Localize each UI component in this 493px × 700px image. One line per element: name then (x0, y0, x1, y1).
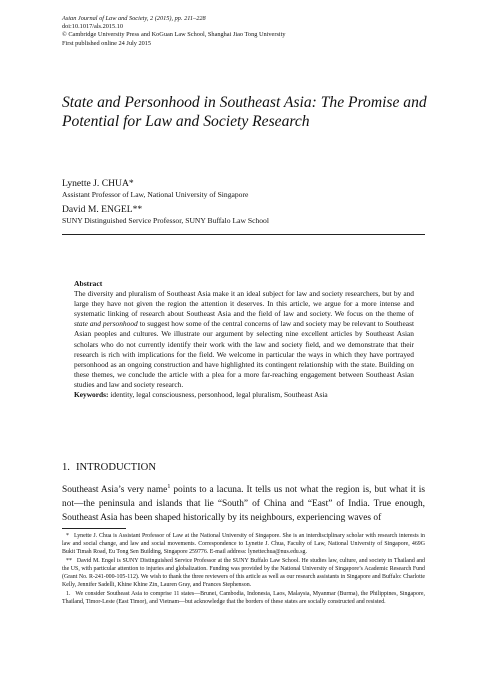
published-date-line: First published online 24 July 2015 (62, 39, 152, 47)
article-title: State and Personhood in Southeast Asia: The Promise and Potential for Law and Society Research (62, 94, 427, 130)
footnote-text: We consider Southeast Asia to comprise 11 states—Brunei, Cambodia, Indonesia, Laos, Malaysia, Myanmar (Burma), the Philippines, Singapore, Thailand, Timor-Leste (East Timor), and Vietnam—but acknowledge that the borders of these states are socially constructed and resisted. (62, 590, 425, 605)
author-affiliation: SUNY Distinguished Service Professor, SUNY Buffalo Law School (62, 216, 269, 225)
section-heading (62, 461, 162, 474)
author-name: Lynette J. CHUA* (62, 178, 134, 189)
footnote (62, 591, 425, 607)
footnote-mark: ** (66, 558, 72, 565)
footnote-ref[interactable]: 1 (167, 483, 171, 490)
footnote-mark: 1. (66, 590, 71, 597)
keywords-label: Keywords: (74, 390, 109, 400)
body-text-part: Southeast Asia’s very name (62, 485, 168, 495)
author-affiliation: Assistant Professor of Law, National University of Singapore (62, 190, 249, 199)
footnotes-section (62, 533, 425, 608)
author-block-1 (62, 178, 442, 200)
footnote-text: Lynette J. Chua is Assistant Professor of Law at the National University of Singapore. She is an interdisciplinary scholar with research interests in law and social change, and law and social movements. Correspondence to Lynette J. Chua, Faculty of Law, National University of Singapore, 469G Bukit Timah Road, Eu Tong Sen Building, Singapore 259776. E-mail address: lynettechua@nus.edu.sg. (62, 533, 425, 555)
abstract-text (74, 289, 414, 390)
footnote-mark: * (66, 533, 69, 539)
footnote (62, 533, 425, 557)
author-block-2 (62, 204, 442, 226)
abstract-heading: Abstract (74, 279, 103, 288)
footnote-text: David M. Engel is SUNY Distinguished Service Professor at the SUNY Buffalo Law School. He studies law, culture, and society in Thailand and the US, with particular attention to injuries and globalization. Funding was provided by the National University of Singapore’s Academic Research Fund (Grant No. R-241-000-105-112). We wish to thank the three reviewers of this article as well as our research assistants in Singapore and Buffalo: Charlotte Kelly, Jennifer Sadelli, Khine Khine Zin, Lauren Gray, and Frances Stephenson. (62, 558, 425, 588)
abstract-text-part: The diversity and pluralism of Southeast Asia make it an ideal subject for law and society researchers, but by and large they have not given the region the attention it deserves. In this article, we argue for a more intense and systematic linking of research about Southeast Asia and the field of law and society. We focus on the theme of (74, 289, 414, 319)
abstract-italic-term: state and personhood (74, 319, 138, 329)
abstract-section (74, 279, 414, 400)
body-text-part: points to a lacuna. It tells us not what the region is, but what it is not—the peninsula and islands that lie “South” of China and “East” of India. True enough, Southeast Asia has been shaped historically by its neighbours, experiencing waves of (62, 485, 425, 524)
header-divider (62, 234, 425, 235)
author-name: David M. ENGEL** (62, 204, 143, 215)
footnote (62, 558, 425, 589)
copyright-line: © Cambridge University Press and KoGuan Law School, Shanghai Jiao Tong University (62, 31, 286, 39)
keywords-list: identity, legal consciousness, personhood, legal pluralism, Southeast Asia (110, 390, 328, 400)
footnote-divider (62, 528, 126, 529)
keywords-line (74, 390, 414, 400)
section-number: 1. (62, 462, 70, 473)
doi-line[interactable]: doi:10.1017/als.2015.10 (62, 23, 124, 31)
body-paragraph (62, 483, 425, 526)
abstract-text-part: to suggest how some of the central concerns of law and society may be relevant to Southeast Asian peoples and cultures. We illustrate our argument by selecting nine excellent articles by Southeast Asian scholars who do not currently identify their work with the law and society field, and we demonstrate that their research is rich with implications for the field. We welcome in particular the ways in which they have portrayed personhood as an ongoing construction and have highlighted its contingent relationship with the state. Building on these themes, we conclude the article with a plea for a more far-reaching engagement between Southeast Asian studies and law and society research. (74, 319, 414, 389)
journal-header (62, 15, 442, 48)
journal-citation: Asian Journal of Law and Society, 2 (2015), pp. 211–228 (62, 15, 206, 22)
section-title: INTRODUCTION (75, 462, 156, 473)
